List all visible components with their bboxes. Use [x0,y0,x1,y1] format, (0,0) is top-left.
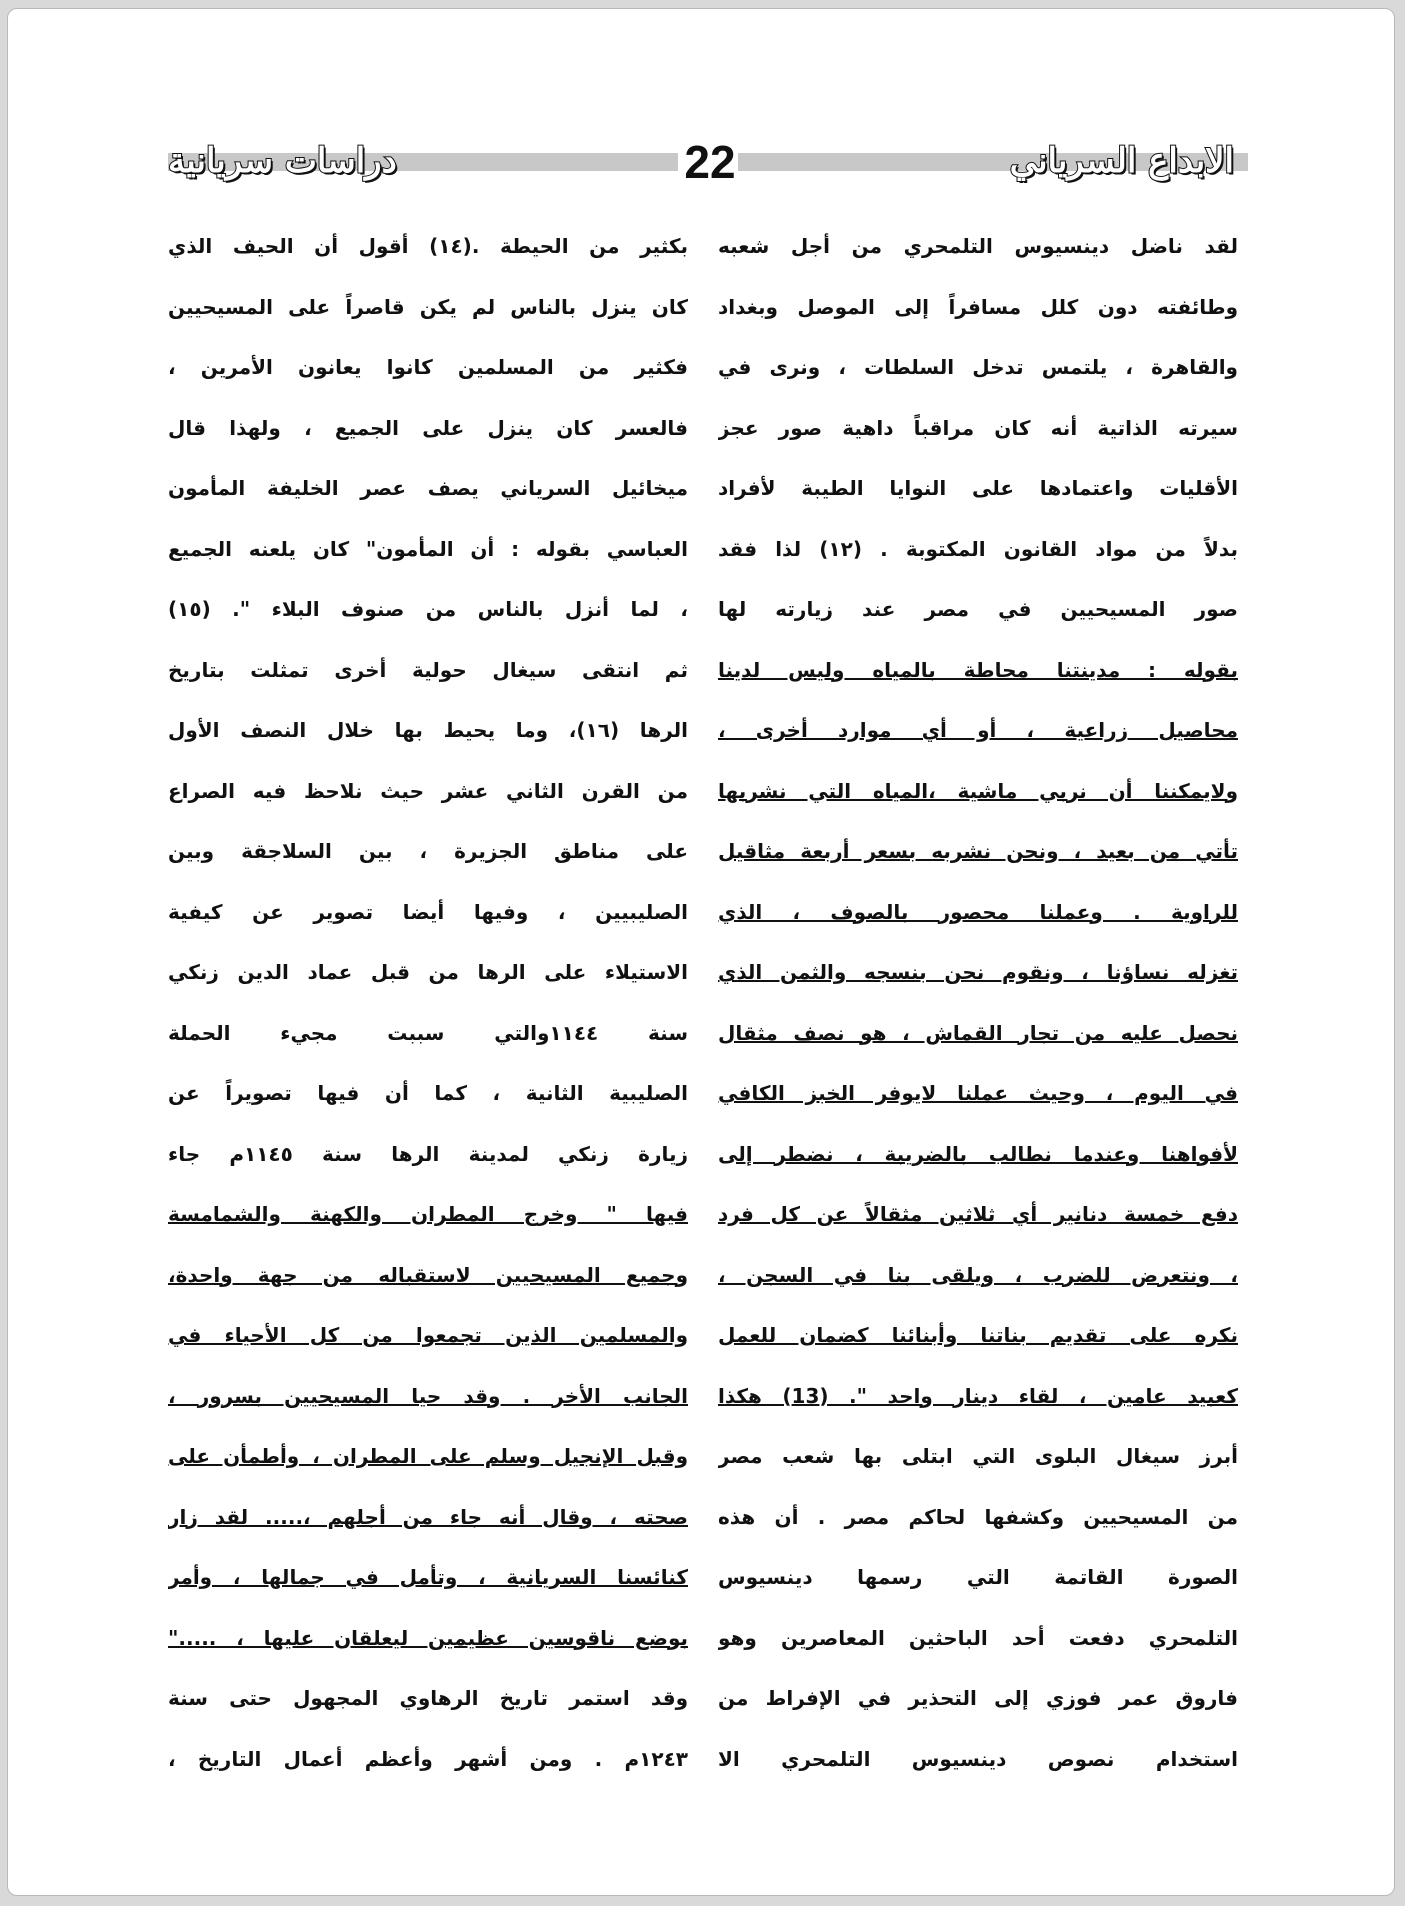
text-line [168,1487,688,1548]
text-line-content: وقبل الإنجيل وسلم على المطران ، وأطمأن على [168,1444,688,1468]
text-line [718,1245,1238,1306]
text-line-content: الاستيلاء على الرها من قبل عماد الدين زنكي [168,960,688,984]
text-line-content: والقاهرة ، يلتمس تدخل السلطات ، ونرى في [718,355,1238,379]
text-line [168,1003,688,1064]
text-line-content: محاصيل زراعية ، أو أي موارد أخرى ، [718,718,1238,742]
text-line [718,1547,1238,1608]
text-line [168,277,688,338]
text-line [718,640,1238,701]
text-line-content: فيها " وخرج المطران والكهنة والشمامسة [168,1202,688,1226]
text-line-content: ١٢٤٣م . ومن أشهر وأعظم أعمال التاريخ ، [168,1746,688,1771]
text-line-content: كان ينزل بالناس لم يكن قاصراً على المسيحيين [168,294,688,319]
text-line-content: الرها (١٦)، وما يحيط بها خلال النصف الأول [168,718,688,742]
text-line-content: بكثير من الحيطة .(١٤) أقول أن الحيف الذي [168,234,688,258]
text-line-content: كنائسنا السريانية ، وتأمل في جمالها ، وأمر [168,1565,688,1589]
text-line [718,882,1238,943]
text-line [718,277,1238,338]
text-line-content: ثم انتقى سيغال حولية أخرى تمثلت بتاريخ [168,657,688,682]
text-line [168,216,688,277]
text-line-content: لقد ناضل دينسيوس التلمحري من أجل شعبه [718,234,1238,258]
text-line-content: زيارة زنكي لمدينة الرها سنة ١١٤٥م جاء [168,1141,688,1166]
text-line [718,1124,1238,1185]
text-line-content: ميخائيل السرياني يصف عصر الخليفة المأمون [168,476,688,500]
text-line [168,1245,688,1306]
text-line-content: فكثير من المسلمين كانوا يعانون الأمرين ، [168,355,688,379]
text-line-content: تغزله نساؤنا ، ونقوم نحن بنسجه والثمن الذي [718,960,1238,984]
text-line-content: ، ونتعرض للضرب ، ويلقى بنا في السجن ، [718,1262,1238,1287]
text-line [168,1184,688,1245]
text-line [718,1608,1238,1669]
magazine-title: الابداع السرياني [1009,141,1234,181]
page-number: 22 [684,136,736,188]
text-line-content: صحته ، وقال أنه جاء من أجلهم ،..... لقد زار [168,1504,688,1529]
text-line [718,1184,1238,1245]
text-line [718,942,1238,1003]
text-line [718,458,1238,519]
text-line-content: في اليوم ، وحيث عملنا لايوفر الخبز الكافي [718,1081,1238,1105]
text-line [168,1305,688,1366]
text-line-content: تأتي من بعيد ، ونحن نشربه بسعر أربعة مثاقيل [718,839,1238,863]
text-line-content: الأقليات واعتمادها على النوايا الطيبة لأفراد [718,476,1238,500]
text-line [718,519,1238,580]
left-text-column [168,216,688,1789]
text-line [168,1729,688,1790]
text-line [168,1426,688,1487]
text-line-content: الجانب الأخر . وقد حيا المسيحيين بسرور ، [168,1383,688,1408]
text-line [718,1729,1238,1790]
text-line-content: من المسيحيين وكشفها لحاكم مصر . أن هذه [718,1504,1238,1529]
text-line [168,579,688,640]
text-line-content: بوضع ناقوسين عظيمين ليعلقان عليها ، ....." [168,1625,688,1650]
text-line [718,579,1238,640]
text-line-content: دفع خمسة دنانير أي ثلاثين مثقالاً عن كل فرد [718,1202,1238,1226]
text-line [718,1366,1238,1427]
text-line-content: والمسلمين الذين تجمعوا من كل الأحياء في [168,1323,688,1347]
text-line [718,1003,1238,1064]
text-line [718,337,1238,398]
text-line-content: فاروق عمر فوزي إلى التحذير في الإفراط من [718,1686,1238,1710]
text-line [168,700,688,761]
text-line-content: وقد استمر تاريخ الرهاوي المجهول حتى سنة [168,1686,688,1710]
text-line [168,1668,688,1729]
text-line [718,1487,1238,1548]
text-line [168,640,688,701]
text-line-content: العباسي بقوله : أن المأمون" كان يلعنه الجميع [168,536,688,561]
text-line-content: ، لما أنزل بالناس من صنوف البلاء ". (١٥) [168,597,688,621]
text-line-content: بدلاً من مواد القانون المكتوبة . (١٢) لذا فقد [718,536,1238,561]
text-line-content: للراوية . وعملنا محصور بالصوف ، الذي [718,899,1238,924]
text-line [168,1124,688,1185]
text-line-content: لأفواهنا وعندما نطالب بالضريبة ، نضطر إلى [718,1141,1238,1166]
text-line-content: استخدام نصوص دينسيوس التلمحري الا [718,1746,1238,1771]
text-line-content: سيرته الذاتية أنه كان مراقباً داهية صور عجز [718,415,1238,440]
text-line [168,398,688,459]
text-line-content: بقوله : مدينتنا محاطة بالمياه وليس لدينا [718,657,1238,682]
text-line-content: فالعسر كان ينزل على الجميع ، ولهذا قال [168,415,688,440]
section-title: دراسات سريانية [168,141,397,181]
text-line-content: نحصل عليه من تجار القماش ، هو نصف مثقال [718,1020,1238,1045]
text-line [718,761,1238,822]
text-line [718,1305,1238,1366]
text-line-content: وطائفته دون كلل مسافراً إلى الموصل وبغداد [718,294,1238,319]
text-line [718,821,1238,882]
text-line [168,519,688,580]
text-line-content: أبرز سيغال البلوى التي ابتلى بها شعب مصر [718,1444,1238,1468]
page [7,8,1395,1896]
text-line-content: من القرن الثاني عشر حيث نلاحظ فيه الصراع [168,778,688,803]
text-line-content: وجميع المسيحيين لاستقباله من جهة واحدة، [168,1262,688,1287]
text-line [168,942,688,1003]
text-line [168,337,688,398]
text-line [168,1366,688,1427]
text-line-content: التلمحري دفعت أحد الباحثين المعاصرين وهو [718,1625,1238,1650]
text-line-content: نكره على تقديم بناتنا وأبنائنا كضمان للعمل [718,1323,1238,1347]
text-line [718,1668,1238,1729]
text-line [168,1608,688,1669]
text-line [718,700,1238,761]
text-line-content: ولايمكننا أن نربي ماشية ،المياه التي نشربها [718,778,1238,803]
text-line-content: كعبيد عامين ، لقاء دينار واحد ". (13) هكذا [718,1383,1238,1408]
right-text-column [718,216,1238,1789]
text-line [168,1063,688,1124]
text-line [718,1426,1238,1487]
text-line [168,458,688,519]
text-line [168,882,688,943]
text-line-content: الصليبية الثانية ، كما أن فيها تصويراً عن [168,1081,688,1105]
text-line [718,1063,1238,1124]
text-line [168,761,688,822]
text-line-content: الصليبيين ، وفيها أيضا تصوير عن كيفية [168,899,688,924]
text-line-content: على مناطق الجزيرة ، بين السلاجقة وبين [168,839,688,863]
text-line-content: صور المسيحيين في مصر عند زيارته لها [718,597,1238,621]
text-line-content: سنة ١١٤٤والتي سببت مجيء الحملة [168,1020,688,1045]
text-line [718,216,1238,277]
text-line [168,1547,688,1608]
text-line-content: الصورة القاتمة التي رسمها دينسيوس [718,1565,1238,1589]
text-line [718,398,1238,459]
page-header [8,9,1394,209]
text-line [168,821,688,882]
